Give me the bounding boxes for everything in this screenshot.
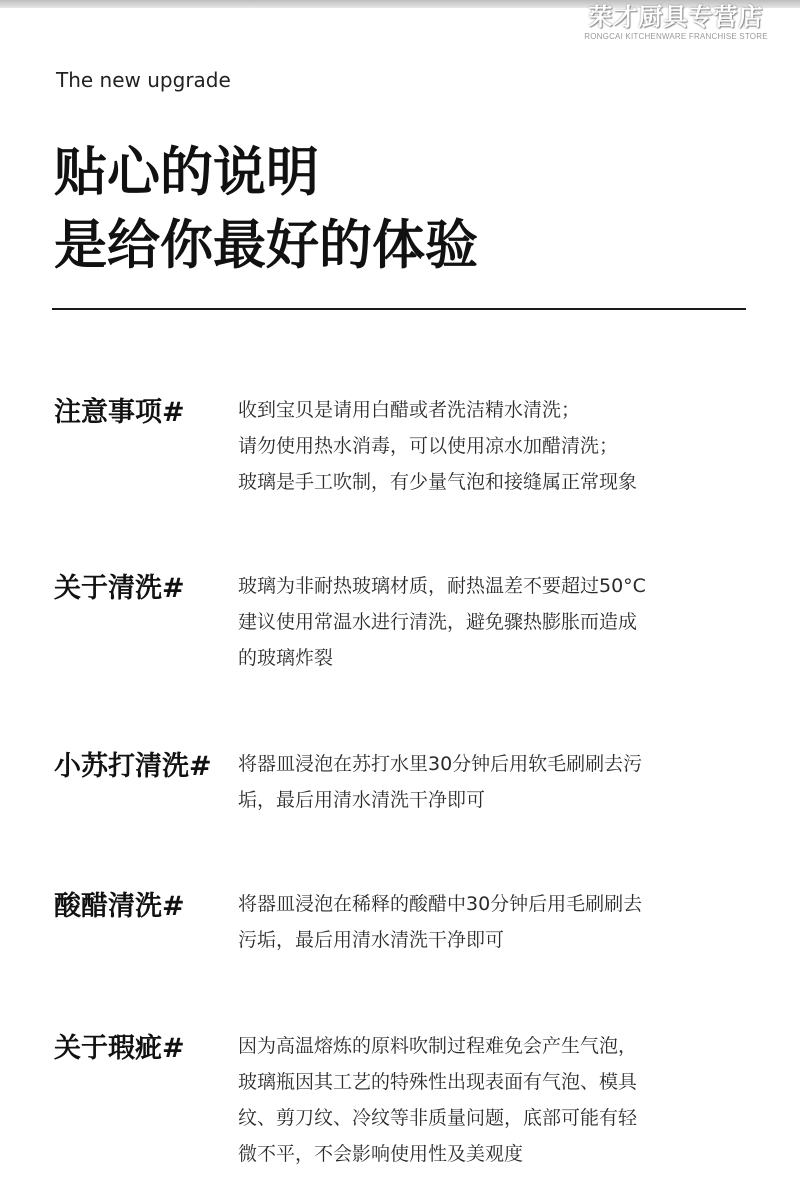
page-headline <box>54 136 478 282</box>
store-name: 荣才厨具专营店 <box>588 3 764 31</box>
section-label: 小苏打清洗# <box>54 751 212 782</box>
section-body <box>238 886 718 958</box>
section-label: 关于瑕疵# <box>54 1033 185 1064</box>
section-divider <box>52 308 746 310</box>
section-body <box>238 392 718 500</box>
headline-line-1: 贴心的说明 <box>54 142 319 203</box>
tagline: The new upgrade <box>56 68 231 92</box>
section-line: 污垢，最后用清水清洗干净即可 <box>238 929 505 951</box>
section-line: 将器皿浸泡在苏打水里30分钟后用软毛刷刷去污 <box>238 753 643 775</box>
section-label: 酸醋清洗# <box>54 891 185 922</box>
section-line: 玻璃为非耐热玻璃材质，耐热温差不要超过50°C <box>238 575 646 597</box>
section-line: 请勿使用热水消毒，可以使用凉水加醋清洗； <box>238 435 619 457</box>
section-line: 建议使用常温水进行清洗，避免骤热膨胀而造成 <box>238 611 638 633</box>
store-watermark <box>560 2 792 48</box>
section-body <box>238 568 718 676</box>
section-line: 玻璃是手工吹制，有少量气泡和接缝属正常现象 <box>238 471 638 493</box>
section-line: 纹、剪刀纹、冷纹等非质量问题，底部可能有轻 <box>238 1107 638 1129</box>
section-label: 注意事项# <box>54 397 185 428</box>
section-line: 收到宝贝是请用白醋或者洗洁精水清洗； <box>238 399 581 421</box>
section-line: 将器皿浸泡在稀释的酸醋中30分钟后用毛刷刷去 <box>238 893 643 915</box>
section-body <box>238 746 718 818</box>
section-line: 的玻璃炸裂 <box>238 647 334 669</box>
section-line: 因为高温熔炼的原料吹制过程难免会产生气泡， <box>238 1035 638 1057</box>
section-line: 玻璃瓶因其工艺的特殊性出现表面有气泡、模具 <box>238 1071 638 1093</box>
headline-line-2: 是给你最好的体验 <box>54 215 478 276</box>
section-label: 关于清洗# <box>54 573 185 604</box>
section-line: 垢，最后用清水清洗干净即可 <box>238 789 486 811</box>
section-body <box>238 1028 718 1172</box>
section-line: 微不平，不会影响使用性及美观度 <box>238 1143 524 1165</box>
store-subtitle: RONGCAI KITCHENWARE FRANCHISE STORE <box>584 32 768 41</box>
